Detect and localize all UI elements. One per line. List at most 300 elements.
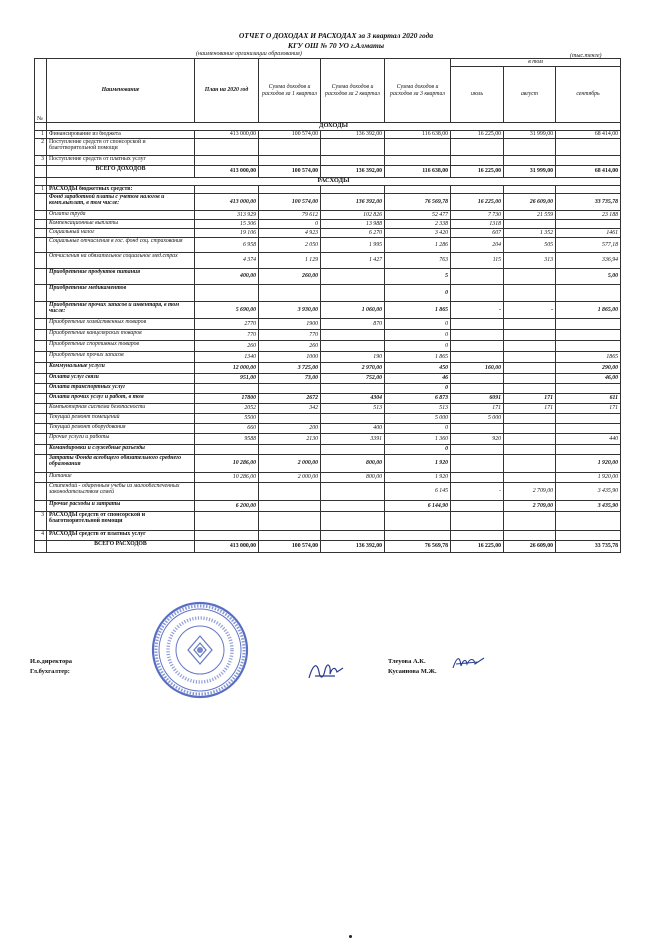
income-section-title: ДОХОДЫ xyxy=(47,123,621,131)
cell-q2 xyxy=(321,501,385,512)
row-label: Приобретение прочих запасов xyxy=(47,352,195,363)
row-label: Оплата труда xyxy=(47,211,195,220)
cell-q3: 1 286 xyxy=(385,238,451,253)
cell-plan: 9588 xyxy=(195,434,259,445)
row-number xyxy=(35,541,47,553)
units-note: (тыс.тенге) xyxy=(570,53,602,59)
table-row xyxy=(35,330,621,341)
cell-plan: 15 306 xyxy=(195,220,259,229)
row-label: Фонд заработной платы с учетом налогов и комп.выплат, в том числе: xyxy=(47,194,195,211)
cell-m3 xyxy=(556,319,621,330)
cell-q3: 0 xyxy=(385,445,451,455)
row-number xyxy=(35,394,47,404)
cell-plan: 10 286,00 xyxy=(195,473,259,483)
cell-m3: 5,00 xyxy=(556,269,621,285)
cell-q3: 46 xyxy=(385,374,451,384)
cell-plan xyxy=(195,139,259,156)
cell-m2 xyxy=(504,139,556,156)
cell-q1: 2 000,00 xyxy=(259,455,321,473)
cell-m1 xyxy=(451,352,504,363)
cell-q1 xyxy=(259,512,321,531)
cell-q3: 0 xyxy=(385,384,451,394)
cell-m3: 611 xyxy=(556,394,621,404)
col-plan-header: План на 2020 год xyxy=(195,59,259,123)
cell-plan xyxy=(195,285,259,302)
cell-q2: 3391 xyxy=(321,434,385,445)
cell-m2 xyxy=(504,473,556,483)
cell-q1 xyxy=(259,414,321,424)
cell-m1 xyxy=(451,139,504,156)
cell-m3: 336,94 xyxy=(556,253,621,269)
table-row xyxy=(35,394,621,404)
cell-q3 xyxy=(385,531,451,541)
cell-q2: 4304 xyxy=(321,394,385,404)
table-row xyxy=(35,445,621,455)
table-row xyxy=(35,352,621,363)
cell-q1: 79 612 xyxy=(259,211,321,220)
cell-m1 xyxy=(451,512,504,531)
cell-plan xyxy=(195,483,259,501)
cell-q3: 116 638,00 xyxy=(385,131,451,139)
cell-q1: 100 574,00 xyxy=(259,541,321,553)
cell-q2 xyxy=(321,512,385,531)
cell-q1: 2 050 xyxy=(259,238,321,253)
col-name-header: Наименование xyxy=(47,59,195,123)
cell-m2 xyxy=(504,424,556,434)
cell-plan: 1340 xyxy=(195,352,259,363)
table-row xyxy=(35,384,621,394)
cell-q3 xyxy=(385,186,451,194)
cell-q3: 1 360 xyxy=(385,434,451,445)
row-number xyxy=(35,229,47,238)
cell-m3 xyxy=(556,384,621,394)
col-incl-header: в том xyxy=(451,59,621,67)
cell-m3 xyxy=(556,445,621,455)
row-number xyxy=(35,473,47,483)
cell-q2: 13 988 xyxy=(321,220,385,229)
total-row xyxy=(35,541,621,553)
cell-q2: 752,00 xyxy=(321,374,385,384)
cell-m3: 171 xyxy=(556,404,621,414)
row-number xyxy=(35,352,47,363)
row-number: 1 xyxy=(35,186,47,194)
cell-plan: 10 286,00 xyxy=(195,455,259,473)
row-number: 3 xyxy=(35,156,47,166)
col-m2-header: август xyxy=(504,67,556,123)
table-row xyxy=(35,229,621,238)
cell-plan xyxy=(195,186,259,194)
cell-m1 xyxy=(451,473,504,483)
cell-q1: 1 129 xyxy=(259,253,321,269)
cell-q3: 0 xyxy=(385,341,451,352)
row-number: 2 xyxy=(35,139,47,156)
row-label: Оплата услуг связи xyxy=(47,374,195,384)
row-number xyxy=(35,220,47,229)
row-label: Текущий ремонт помещений xyxy=(47,414,195,424)
cell-plan: 4 374 xyxy=(195,253,259,269)
cell-m2 xyxy=(504,434,556,445)
cell-q1 xyxy=(259,186,321,194)
cell-m2: 2 709,00 xyxy=(504,483,556,501)
cell-m2: 505 xyxy=(504,238,556,253)
cell-m3: 577,18 xyxy=(556,238,621,253)
cell-plan: 260 xyxy=(195,341,259,352)
cell-m2 xyxy=(504,445,556,455)
row-label: Питание xyxy=(47,473,195,483)
cell-q3 xyxy=(385,512,451,531)
cell-m1: 5 000 xyxy=(451,414,504,424)
cell-plan: 770 xyxy=(195,330,259,341)
row-number xyxy=(35,483,47,501)
row-label: Социальный налог xyxy=(47,229,195,238)
cell-m3: 290,00 xyxy=(556,363,621,374)
row-number xyxy=(35,404,47,414)
cell-q1: 342 xyxy=(259,404,321,414)
cell-m2: 1 352 xyxy=(504,229,556,238)
cell-m1: 607 xyxy=(451,229,504,238)
row-label: Отчисления на обязательное социальное мед.страх xyxy=(47,253,195,269)
table-row xyxy=(35,473,621,483)
cell-q2: 400 xyxy=(321,424,385,434)
scan-dot xyxy=(349,935,352,938)
cell-m3 xyxy=(556,330,621,341)
table-row xyxy=(35,253,621,269)
row-label: Текущий ремонт оборудования xyxy=(47,424,195,434)
row-label: Коммунальные услуги xyxy=(47,363,195,374)
cell-m3: 68 414,00 xyxy=(556,131,621,139)
col-m3-header: сентябрь xyxy=(556,67,621,123)
cell-q1 xyxy=(259,531,321,541)
row-number xyxy=(35,269,47,285)
cell-m2: 31 999,00 xyxy=(504,166,556,178)
cell-q1 xyxy=(259,285,321,302)
cell-q3: 6 873 xyxy=(385,394,451,404)
cell-q3: 5 000 xyxy=(385,414,451,424)
cell-q3: 6 144,90 xyxy=(385,501,451,512)
cell-m1: 7 730 xyxy=(451,211,504,220)
cell-q2 xyxy=(321,330,385,341)
cell-m1 xyxy=(451,285,504,302)
cell-m3 xyxy=(556,285,621,302)
cell-m3: 1 920,00 xyxy=(556,455,621,473)
cell-q1: 2 000,00 xyxy=(259,473,321,483)
cell-q2: 136 392,00 xyxy=(321,194,385,211)
income-section xyxy=(35,123,621,131)
table-row xyxy=(35,363,621,374)
table-row xyxy=(35,455,621,473)
cell-m1 xyxy=(451,156,504,166)
table-row xyxy=(35,302,621,319)
cell-q3: 513 xyxy=(385,404,451,414)
cell-q3: 1 865 xyxy=(385,302,451,319)
cell-q3: 116 638,00 xyxy=(385,166,451,178)
cell-q1: 3 930,00 xyxy=(259,302,321,319)
row-label: РАСХОДЫ средств от платных услуг xyxy=(47,531,195,541)
cell-m1: 16 225,00 xyxy=(451,166,504,178)
cell-q1: 260 xyxy=(259,341,321,352)
cell-m2 xyxy=(504,531,556,541)
cell-m2: 313 xyxy=(504,253,556,269)
cell-m3: 33 735,78 xyxy=(556,194,621,211)
round-stamp xyxy=(150,600,250,700)
cell-q3: 450 xyxy=(385,363,451,374)
cell-q3: 1 865 xyxy=(385,352,451,363)
row-number xyxy=(35,341,47,352)
cell-q2: 1 060,00 xyxy=(321,302,385,319)
cell-q2: 136 392,00 xyxy=(321,166,385,178)
cell-m2 xyxy=(504,156,556,166)
cell-q1: 200 xyxy=(259,424,321,434)
table-row xyxy=(35,512,621,531)
row-number xyxy=(35,363,47,374)
row-number xyxy=(35,374,47,384)
col-no-header: № xyxy=(35,59,47,123)
cell-q1: 1900 xyxy=(259,319,321,330)
table-row xyxy=(35,211,621,220)
cell-q2: 102 826 xyxy=(321,211,385,220)
cell-m2 xyxy=(504,374,556,384)
cell-m1 xyxy=(451,531,504,541)
cell-plan xyxy=(195,531,259,541)
row-number: 1 xyxy=(35,131,47,139)
cell-m1 xyxy=(451,445,504,455)
cell-m2 xyxy=(504,285,556,302)
cell-q1: 100 574,00 xyxy=(259,131,321,139)
cell-m3 xyxy=(556,139,621,156)
cell-plan xyxy=(195,445,259,455)
cell-q1 xyxy=(259,139,321,156)
table-row xyxy=(35,156,621,166)
cell-q1: 100 574,00 xyxy=(259,194,321,211)
table-row xyxy=(35,139,621,156)
cell-m1: 16 225,00 xyxy=(451,541,504,553)
cell-q2: 870 xyxy=(321,319,385,330)
cell-q2: 1 995 xyxy=(321,238,385,253)
cell-m1: 6091 xyxy=(451,394,504,404)
report-title: ОТЧЕТ О ДОХОДАХ И РАСХОДАХ за 3 квартал 2020 года xyxy=(238,31,434,40)
cell-plan: 2770 xyxy=(195,319,259,330)
cell-q3: 0 xyxy=(385,330,451,341)
table-row xyxy=(35,501,621,512)
director-name: Тлеуова А.К. xyxy=(388,658,426,665)
row-label: РАСХОДЫ средств от спонсорской и благотворительной помощи xyxy=(47,512,195,531)
cell-q2: 2 970,00 xyxy=(321,363,385,374)
cell-m3 xyxy=(556,424,621,434)
table-row xyxy=(35,404,621,414)
table-row xyxy=(35,186,621,194)
cell-m3 xyxy=(556,414,621,424)
row-number xyxy=(35,455,47,473)
cell-plan: 413 000,00 xyxy=(195,131,259,139)
cell-m2: 171 xyxy=(504,404,556,414)
cell-q2 xyxy=(321,414,385,424)
cell-q2 xyxy=(321,269,385,285)
col-q1-header: Сумма доходов и расходов за 1 квартал xyxy=(259,59,321,123)
cell-m3: 1865 xyxy=(556,352,621,363)
cell-q1: 1000 xyxy=(259,352,321,363)
cell-q1 xyxy=(259,501,321,512)
row-label: Поступление средств от спонсорской и благотворительной помощи xyxy=(47,139,195,156)
cell-m1: - xyxy=(451,302,504,319)
col-m1-header: июль xyxy=(451,67,504,123)
cell-m2 xyxy=(504,186,556,194)
cell-q1 xyxy=(259,156,321,166)
cell-m2 xyxy=(504,269,556,285)
cell-plan: 5500 xyxy=(195,414,259,424)
cell-q3: 763 xyxy=(385,253,451,269)
cell-q1: 3 725,00 xyxy=(259,363,321,374)
director-signature xyxy=(450,652,490,674)
cell-q2 xyxy=(321,341,385,352)
cell-plan: 660 xyxy=(195,424,259,434)
cell-m1 xyxy=(451,455,504,473)
cell-plan: 313 929 xyxy=(195,211,259,220)
table-row xyxy=(35,424,621,434)
cell-q1 xyxy=(259,384,321,394)
cell-plan: 413 000,00 xyxy=(195,166,259,178)
row-label: Прочие услуги и работы xyxy=(47,434,195,445)
accountant-signature xyxy=(305,656,350,686)
cell-m1 xyxy=(451,501,504,512)
cell-plan: 413 000,00 xyxy=(195,541,259,553)
row-label: Прочие расходы и затраты xyxy=(47,501,195,512)
cell-plan: 12 000,00 xyxy=(195,363,259,374)
cell-q1: 4 923 xyxy=(259,229,321,238)
cell-m3: 3 435,90 xyxy=(556,483,621,501)
row-number xyxy=(35,238,47,253)
cell-m3: 1461 xyxy=(556,229,621,238)
cell-plan: 951,00 xyxy=(195,374,259,384)
cell-q2 xyxy=(321,384,385,394)
cell-q3 xyxy=(385,139,451,156)
cell-m1 xyxy=(451,269,504,285)
cell-m1 xyxy=(451,384,504,394)
table-row xyxy=(35,483,621,501)
cell-plan: 17800 xyxy=(195,394,259,404)
table-row xyxy=(35,131,621,139)
col-q3-header: Сумма доходов и расходов за 3 квартал xyxy=(385,59,451,123)
table-row xyxy=(35,269,621,285)
table-row xyxy=(35,434,621,445)
cell-q2: 6 270 xyxy=(321,229,385,238)
cell-m3 xyxy=(556,512,621,531)
row-label: Оплата прочих услуг и работ, в том xyxy=(47,394,195,404)
row-label: Оплата транспортных услуг xyxy=(47,384,195,394)
cell-q3: 0 xyxy=(385,285,451,302)
table-row xyxy=(35,341,621,352)
cell-q3 xyxy=(385,156,451,166)
cell-q3: 52 477 xyxy=(385,211,451,220)
cell-m3: 23 188 xyxy=(556,211,621,220)
cell-m2 xyxy=(504,384,556,394)
row-label: РАСХОДЫ бюджетных средств: xyxy=(47,186,195,194)
cell-m3: 46,00 xyxy=(556,374,621,384)
cell-m1 xyxy=(451,330,504,341)
cell-q3: 76 569,78 xyxy=(385,541,451,553)
row-number xyxy=(35,414,47,424)
cell-m2: - xyxy=(504,302,556,319)
row-label: Затраты Фонда всеобщего обязательного среднего образования xyxy=(47,455,195,473)
cell-m1 xyxy=(451,374,504,384)
cell-q1: 260,00 xyxy=(259,269,321,285)
row-label: Приобретение хозяйственных товаров xyxy=(47,319,195,330)
cell-m1: 171 xyxy=(451,404,504,414)
cell-q1: 0 xyxy=(259,220,321,229)
cell-q2: 136 392,00 xyxy=(321,131,385,139)
cell-m3: 3 435,90 xyxy=(556,501,621,512)
col-q2-header: Сумма доходов и расходов за 2 квартал xyxy=(321,59,385,123)
cell-q3: 1 920 xyxy=(385,473,451,483)
table-row xyxy=(35,319,621,330)
table-row xyxy=(35,374,621,384)
cell-q3: 0 xyxy=(385,319,451,330)
cell-m2: 31 999,00 xyxy=(504,131,556,139)
row-label: Приобретение канцелярских товаров xyxy=(47,330,195,341)
cell-m2 xyxy=(504,330,556,341)
cell-m1: 920 xyxy=(451,434,504,445)
row-label: Социальные отчисления в гос. фонд соц. страхования xyxy=(47,238,195,253)
cell-q1 xyxy=(259,445,321,455)
row-number: 3 xyxy=(35,512,47,531)
row-label: Приобретение продуктов питания xyxy=(47,269,195,285)
cell-q3: 76 569,78 xyxy=(385,194,451,211)
row-label: ВСЕГО РАСХОДОВ xyxy=(47,541,195,553)
cell-m3 xyxy=(556,186,621,194)
cell-q2: 800,00 xyxy=(321,473,385,483)
cell-m2 xyxy=(504,455,556,473)
cell-q3: 6 145 xyxy=(385,483,451,501)
org-note: (наименование организации образования) xyxy=(196,51,302,57)
cell-q3: 5 xyxy=(385,269,451,285)
row-number xyxy=(35,445,47,455)
cell-q2 xyxy=(321,445,385,455)
table-row xyxy=(35,285,621,302)
cell-m3 xyxy=(556,531,621,541)
cell-plan: 6 200,00 xyxy=(195,501,259,512)
accountant-name: Кусаинова М.Ж. xyxy=(388,668,437,675)
cell-m1 xyxy=(451,186,504,194)
cell-m2 xyxy=(504,352,556,363)
cell-m1: 1318 xyxy=(451,220,504,229)
row-number xyxy=(35,330,47,341)
cell-m2 xyxy=(504,319,556,330)
row-label: Приобретение медикаментов xyxy=(47,285,195,302)
cell-plan: 400,00 xyxy=(195,269,259,285)
expense-section xyxy=(35,178,621,186)
table-row xyxy=(35,414,621,424)
row-number xyxy=(35,166,47,178)
row-label: Компенсационные выплаты xyxy=(47,220,195,229)
cell-m2 xyxy=(504,363,556,374)
row-number xyxy=(35,384,47,394)
cell-q1 xyxy=(259,483,321,501)
cell-m3: 1 865,00 xyxy=(556,302,621,319)
cell-q1: 73,00 xyxy=(259,374,321,384)
cell-empty xyxy=(35,178,47,186)
accountant-label: Гл.бухгалтер: xyxy=(30,668,70,675)
table-row xyxy=(35,238,621,253)
report-table xyxy=(34,58,621,553)
row-label: Финансирование из бюджета xyxy=(47,131,195,139)
director-label: И.о.директора xyxy=(30,658,73,665)
cell-q3: 2 338 xyxy=(385,220,451,229)
cell-q3: 0 xyxy=(385,424,451,434)
cell-plan: 5 690,00 xyxy=(195,302,259,319)
cell-m1 xyxy=(451,424,504,434)
cell-q2: 800,00 xyxy=(321,455,385,473)
cell-q1: 100 574,00 xyxy=(259,166,321,178)
cell-plan xyxy=(195,156,259,166)
